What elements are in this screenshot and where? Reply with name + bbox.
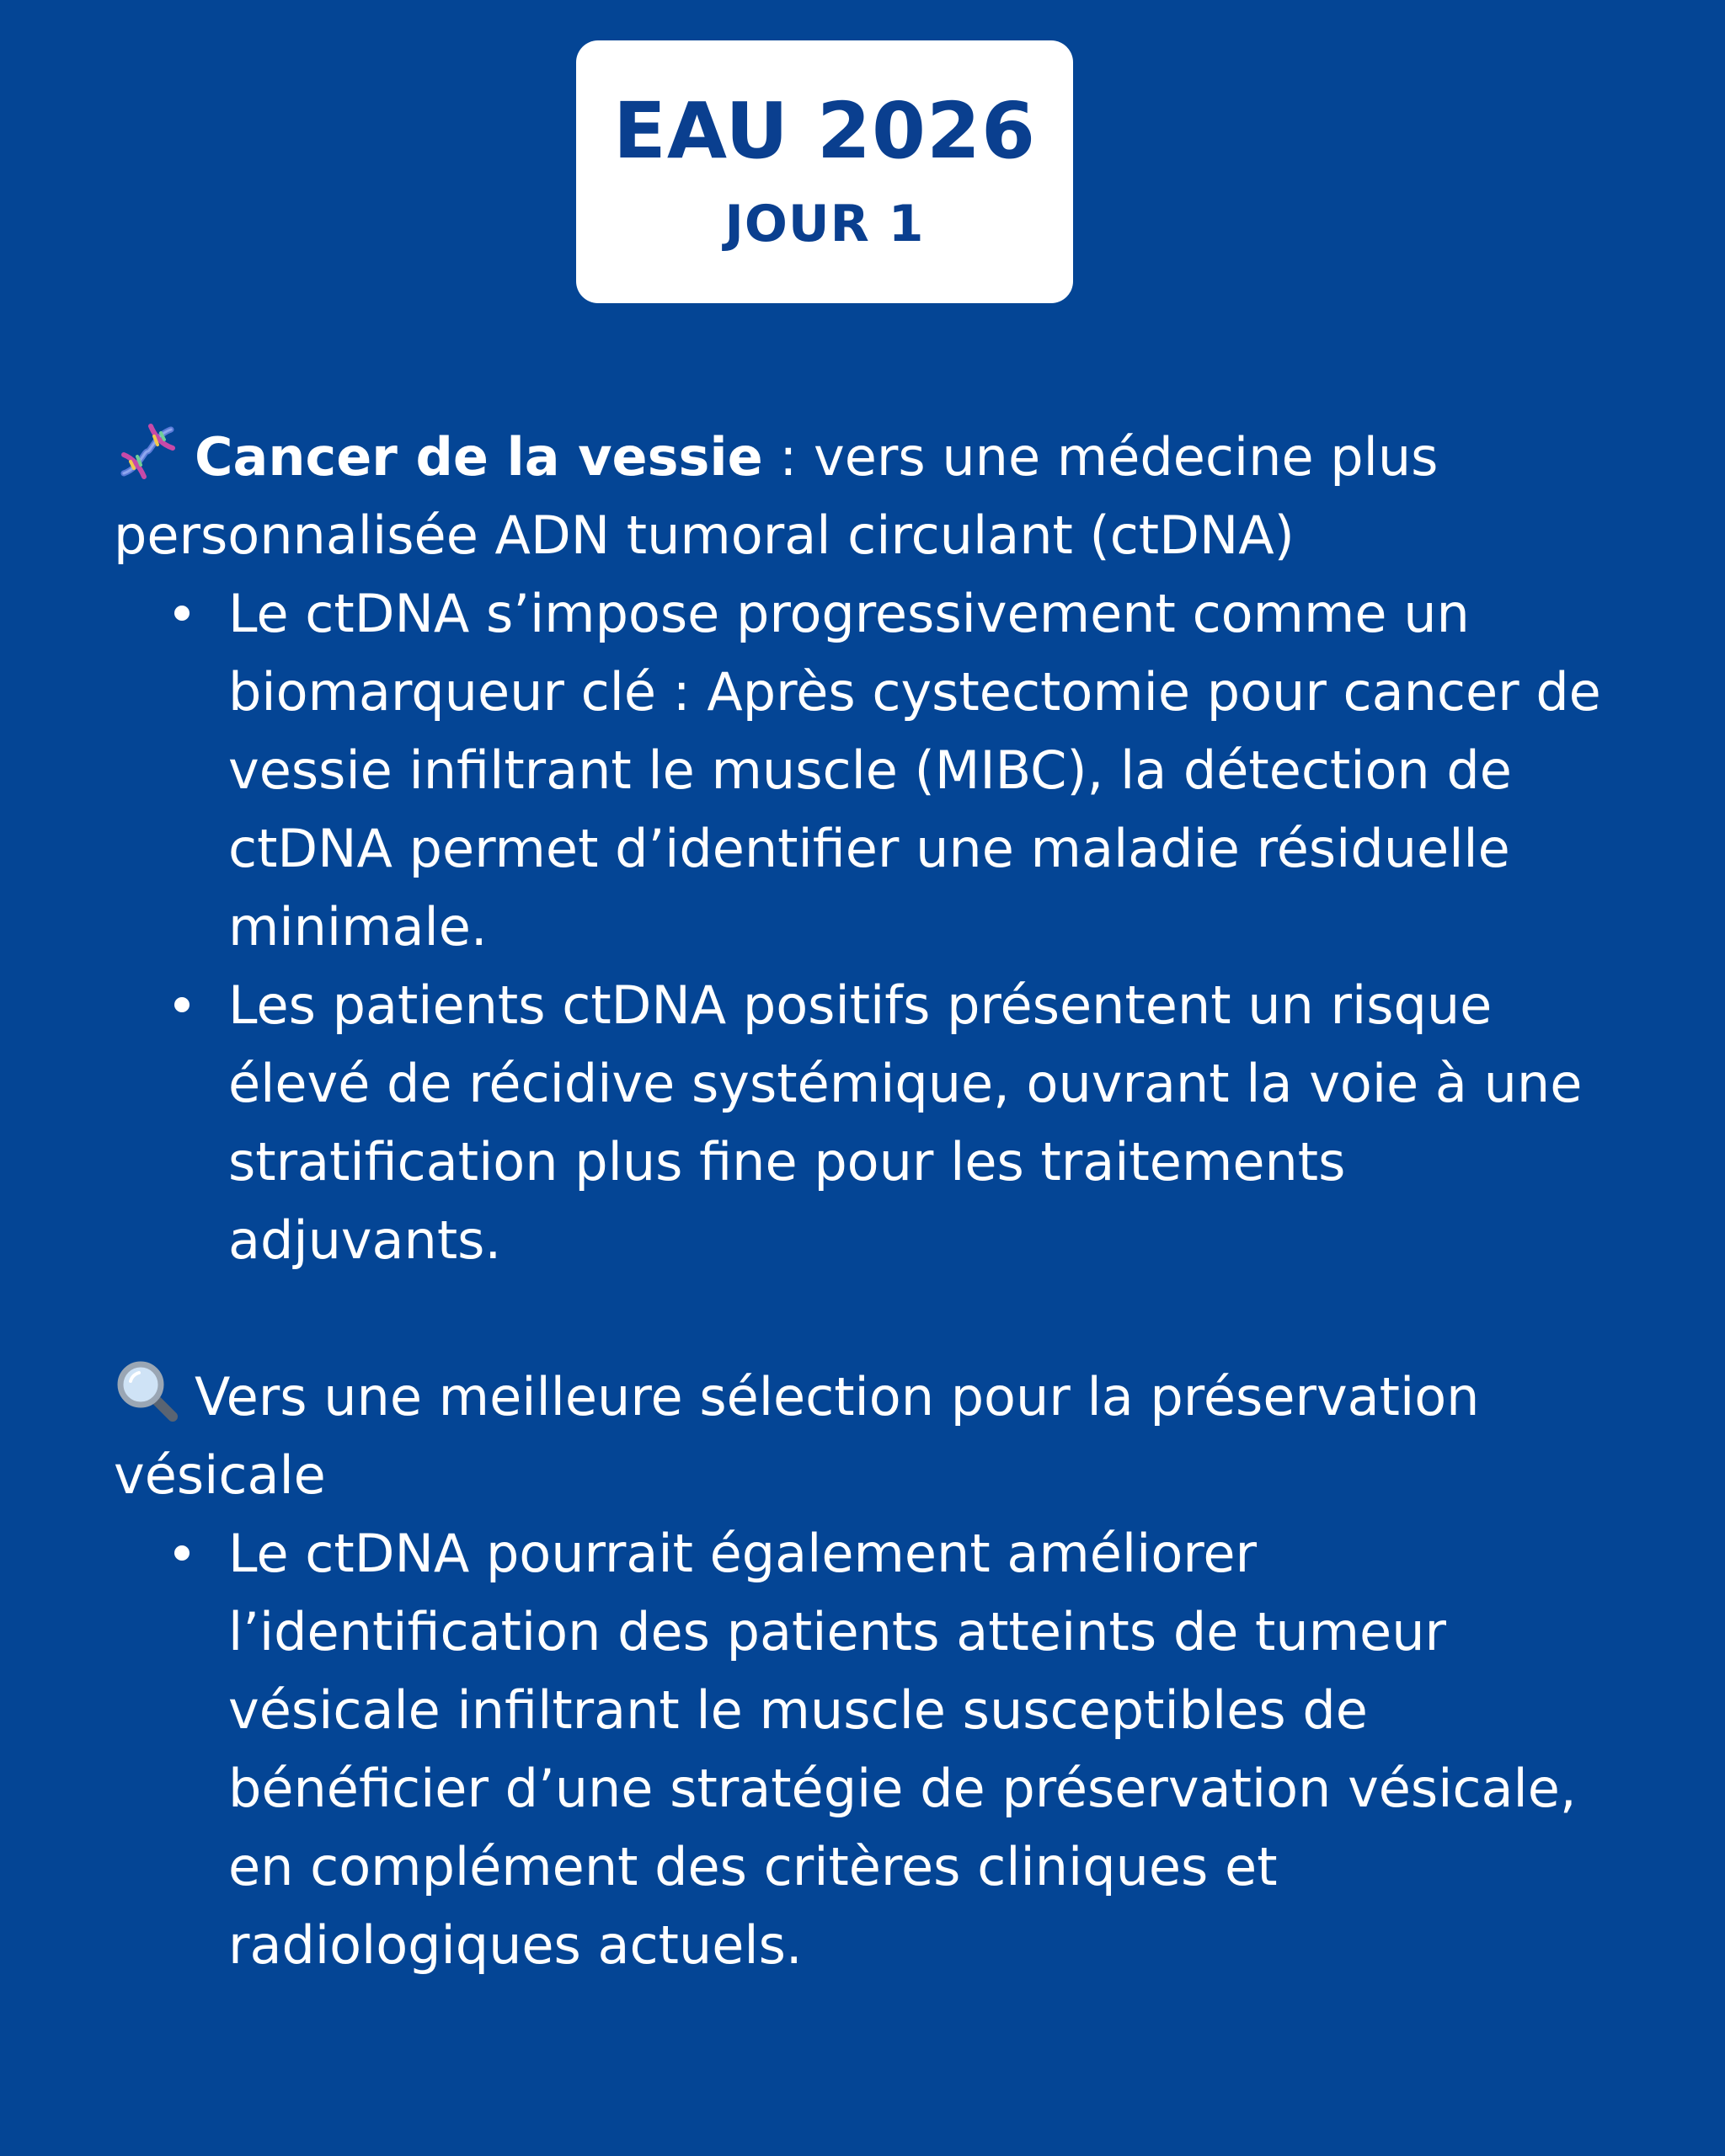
- section-heading-text: : vers une médecine plus personnalisée ADN tumoral circulant (ctDNA): [114, 426, 1439, 566]
- section-heading-bold: Cancer de la vessie: [195, 426, 763, 488]
- section-heading: [114, 1358, 1621, 1514]
- page-subtitle: JOUR 1: [724, 195, 925, 253]
- section-bladder-preservation: [114, 1358, 1621, 1984]
- list-item: Le ctDNA pourrait également améliorer l’identification des patients atteints de tumeur vésicale infiltrant le muscle susceptibles de bénéficier d’une stratégie de préservation vésicale, en complément des critères cliniques et radiologiques actuels.: [228, 1514, 1621, 1984]
- list-item: Les patients ctDNA positifs présentent un risque élevé de récidive systémique, ouvrant la voie à une stratification plus fine pour les traitements adjuvants.: [228, 966, 1621, 1279]
- content: [114, 418, 1621, 1984]
- bullet-list: [114, 574, 1621, 1279]
- list-item: Le ctDNA s’impose progressivement comme un biomarqueur clé : Après cystectomie pour cancer de vessie infiltrant le muscle (MIBC), la détection de ctDNA permet d’identifier une maladie résiduelle minimale.: [228, 574, 1621, 966]
- magnifying-glass-icon: [114, 1358, 181, 1425]
- dna-icon: [114, 418, 181, 485]
- header-card: [576, 40, 1073, 303]
- section-heading-text: Vers une meilleure sélection pour la préservation vésicale: [114, 1366, 1480, 1506]
- bullet-list: [114, 1514, 1621, 1984]
- page-title: EAU 2026: [612, 86, 1036, 176]
- section-heading: [114, 418, 1621, 574]
- section-bladder-cancer: [114, 418, 1621, 1279]
